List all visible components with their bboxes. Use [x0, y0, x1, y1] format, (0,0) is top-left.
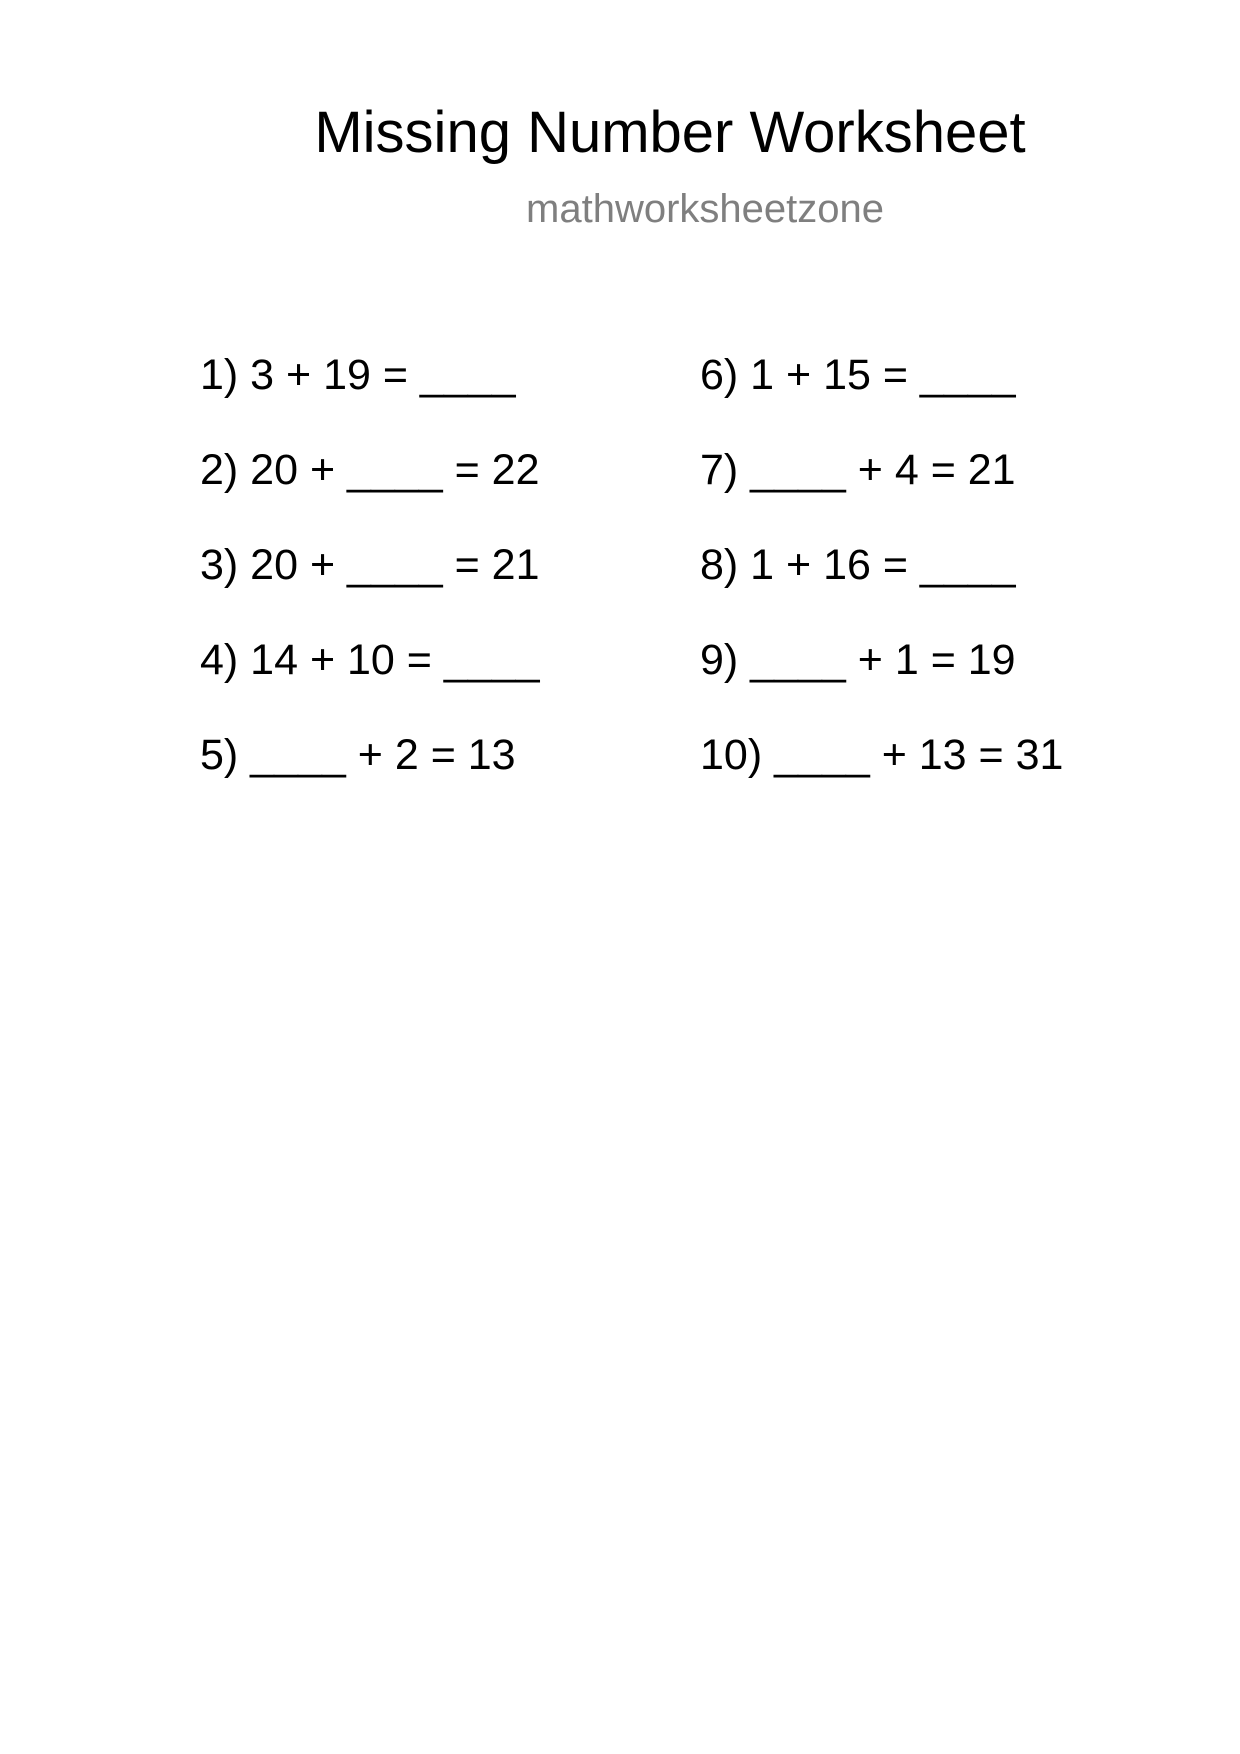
page-title: Missing Number Worksheet	[314, 100, 1026, 165]
problem-9: 9) ____ + 1 = 19	[700, 636, 1016, 684]
problem-10: 10) ____ + 13 = 31	[700, 731, 1064, 779]
problem-6: 6) 1 + 15 = ____	[700, 351, 1016, 399]
problem-8: 8) 1 + 16 = ____	[700, 541, 1016, 589]
problem-4: 4) 14 + 10 = ____	[200, 636, 540, 684]
problem-7: 7) ____ + 4 = 21	[700, 446, 1016, 494]
page-subtitle: mathworksheetzone	[526, 187, 884, 231]
problem-5: 5) ____ + 2 = 13	[200, 731, 516, 779]
problem-2: 2) 20 + ____ = 22	[200, 446, 540, 494]
problem-1: 1) 3 + 19 = ____	[200, 351, 516, 399]
problem-3: 3) 20 + ____ = 21	[200, 541, 540, 589]
